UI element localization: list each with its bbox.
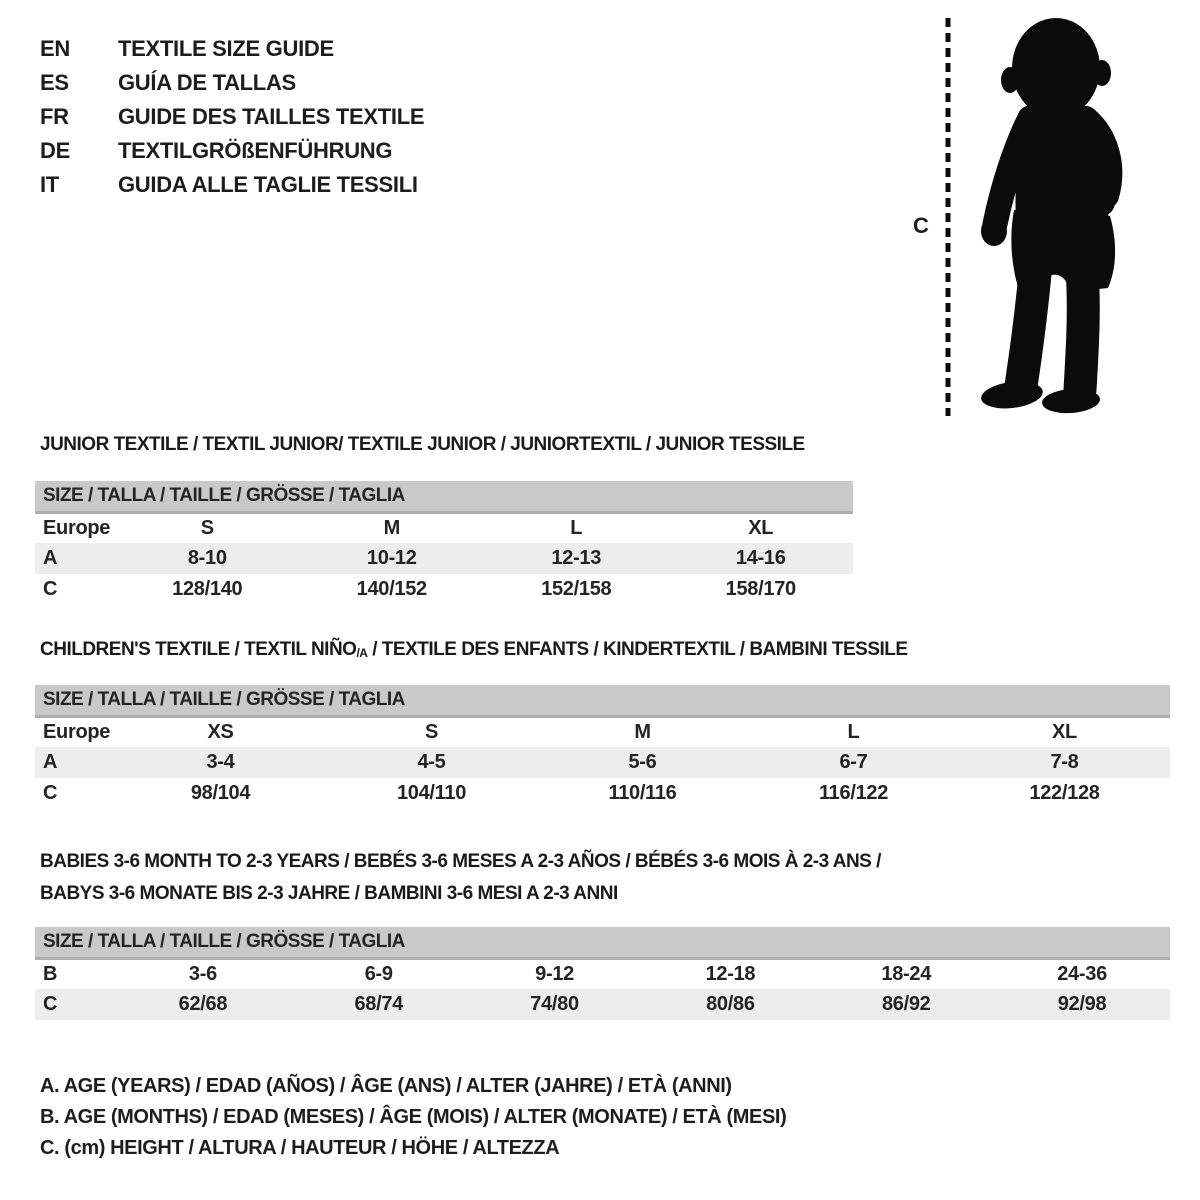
junior-section-title: JUNIOR TEXTILE / TEXTIL JUNIOR/ TEXTILE JUNIOR / JUNIORTEXTIL / JUNIOR TESSILE	[40, 434, 805, 455]
table-cell: 6-9	[364, 962, 393, 985]
table-cell: 68/74	[354, 993, 404, 1015]
children-title-text: CHILDREN'S TEXTILE / TEXTIL NIÑO	[40, 639, 357, 660]
row-label: Europe	[43, 720, 111, 743]
toddler-silhouette-icon	[968, 18, 1136, 414]
table-cell: 9-12	[535, 962, 574, 985]
table-cell: 14-16	[735, 547, 786, 569]
table-cell: 140/152	[356, 578, 427, 600]
height-dashed-line	[944, 16, 952, 418]
table-cell: 18-24	[881, 962, 932, 985]
size-header-cell: SIZE / TALLA / TAILLE / GRÖSSE / TAGLIA	[35, 927, 1170, 958]
table-cell: 128/140	[172, 578, 243, 600]
size-header-row	[35, 685, 1170, 716]
children-size-table	[35, 685, 1170, 809]
table-row	[35, 989, 1170, 1020]
lang-code: EN	[40, 36, 70, 61]
table-row	[35, 958, 1170, 989]
legend-line-c: C. (cm) HEIGHT / ALTURA / HAUTEUR / HÖHE / ALTEZZA	[40, 1137, 560, 1159]
legend-block	[40, 1071, 786, 1164]
legend-line-a: A. AGE (YEARS) / EDAD (AÑOS) / ÂGE (ANS) / ALTER (JAHRE) / ETÀ (ANNI)	[40, 1075, 732, 1097]
row-label: C	[43, 993, 58, 1015]
table-cell: 110/116	[608, 782, 677, 804]
lang-code: ES	[40, 70, 69, 95]
size-header-cell: SIZE / TALLA / TAILLE / GRÖSSE / TAGLIA	[35, 481, 853, 512]
table-cell: 80/86	[706, 993, 755, 1015]
row-label: A	[43, 751, 58, 773]
table-cell: L	[570, 516, 583, 539]
children-section-title	[40, 639, 908, 661]
table-cell: 104/110	[396, 782, 467, 804]
table-cell: 92/98	[1057, 993, 1107, 1015]
size-header-row	[35, 927, 1170, 958]
table-cell: 24-36	[1057, 962, 1107, 985]
table-cell: 98/104	[190, 782, 251, 804]
table-cell: 12-13	[551, 547, 602, 569]
babies-title-line1: BABIES 3-6 MONTH TO 2-3 YEARS / BEBÉS 3-6 MESES A 2-3 AÑOS / BÉBÉS 3-6 MOIS À 2-3 ANS /	[40, 851, 881, 872]
junior-size-table	[35, 481, 853, 605]
row-label: B	[43, 962, 58, 985]
table-cell: 6-7	[839, 751, 868, 773]
table-cell: 5-6	[628, 751, 657, 773]
lang-row-de	[40, 134, 424, 168]
table-cell: XL	[1052, 720, 1077, 743]
table-cell: 12-18	[705, 962, 756, 985]
height-measure-label: C	[913, 213, 929, 238]
table-cell: 4-5	[417, 751, 446, 773]
table-cell: 152/158	[541, 578, 612, 600]
table-row	[35, 543, 853, 574]
table-cell: XS	[207, 720, 234, 743]
row-label: A	[43, 547, 58, 569]
table-cell: 122/128	[1029, 782, 1100, 804]
table-cell: 86/92	[881, 993, 931, 1015]
table-cell: S	[200, 516, 214, 539]
table-cell: 7-8	[1050, 751, 1079, 773]
table-cell: XL	[748, 516, 774, 539]
legend-line-b: B. AGE (MONTHS) / EDAD (MESES) / ÂGE (MOIS) / ALTER (MONATE) / ETÀ (MESI)	[40, 1106, 787, 1128]
table-row	[35, 512, 853, 543]
lang-code: FR	[40, 104, 69, 129]
lang-row-it	[40, 168, 424, 202]
table-row	[35, 778, 1170, 809]
table-row	[35, 574, 853, 605]
row-label: Europe	[43, 516, 111, 539]
lang-label: GUIDE DES TAILLES TEXTILE	[118, 104, 425, 129]
lang-code: DE	[40, 138, 70, 163]
lang-label: TEXTILGRÖßENFÜHRUNG	[118, 138, 393, 163]
children-title-sub: /A	[356, 646, 368, 660]
table-cell: 62/68	[178, 993, 228, 1015]
row-label: C	[43, 578, 58, 600]
table-cell: M	[383, 516, 400, 539]
table-row	[35, 747, 1170, 778]
children-title-text: / TEXTILE DES ENFANTS / KINDERTEXTIL / BAMBINI TESSILE	[367, 639, 908, 660]
table-cell: 8-10	[187, 547, 227, 569]
table-cell: 116/122	[818, 782, 889, 804]
lang-label: TEXTILE SIZE GUIDE	[118, 36, 334, 61]
table-cell: L	[847, 720, 860, 743]
table-row	[35, 716, 1170, 747]
lang-row-es	[40, 66, 424, 100]
language-title-block	[40, 32, 424, 202]
table-cell: M	[634, 720, 651, 743]
table-cell: 74/80	[530, 993, 579, 1015]
babies-size-table	[35, 927, 1170, 1020]
table-cell: 158/170	[725, 578, 796, 600]
table-cell: 10-12	[366, 547, 417, 569]
babies-title-line2: BABYS 3-6 MONATE BIS 2-3 JAHRE / BAMBINI 3-6 MESI A 2-3 ANNI	[40, 882, 618, 904]
lang-row-en	[40, 32, 424, 66]
lang-code: IT	[40, 172, 59, 197]
size-header-cell: SIZE / TALLA / TAILLE / GRÖSSE / TAGLIA	[35, 685, 1170, 716]
lang-label: GUÍA DE TALLAS	[118, 70, 296, 95]
lang-label: GUIDA ALLE TAGLIE TESSILI	[118, 172, 418, 197]
lang-row-fr	[40, 100, 424, 134]
size-header-row	[35, 481, 853, 512]
row-label: C	[43, 782, 58, 804]
table-cell: 3-4	[206, 751, 235, 773]
table-cell: S	[424, 720, 439, 743]
table-cell: 3-6	[188, 962, 217, 985]
babies-section-title	[40, 846, 881, 909]
